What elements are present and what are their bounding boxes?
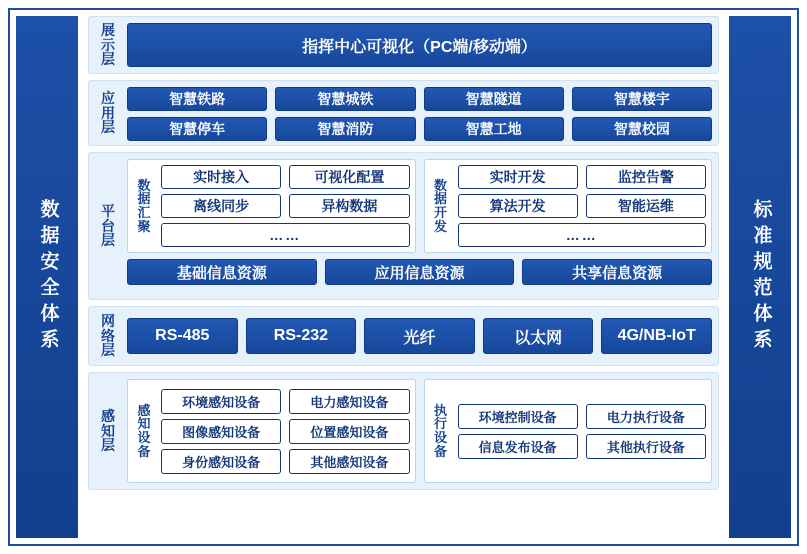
platform-layer-body bbox=[127, 159, 712, 293]
sensing-devices-label: 感知设备 bbox=[137, 402, 151, 459]
sensing-devices-row-3 bbox=[161, 449, 410, 474]
network-item[interactable]: 4G/NB-IoT bbox=[601, 318, 712, 354]
data-aggregation-grid bbox=[161, 165, 410, 247]
actuator-device-item[interactable]: 信息发布设备 bbox=[458, 434, 578, 459]
data-development-grid bbox=[458, 165, 707, 247]
data-aggregation-row-2 bbox=[161, 194, 410, 218]
diagram-frame bbox=[8, 8, 799, 546]
data-development-item[interactable]: 智能运维 bbox=[586, 194, 706, 218]
data-development-item[interactable]: 监控告警 bbox=[586, 165, 706, 189]
app-item[interactable]: 智慧城铁 bbox=[275, 87, 415, 111]
data-development-row-3 bbox=[458, 223, 707, 247]
actuator-devices-row-1 bbox=[458, 404, 707, 429]
sensing-devices-panel bbox=[127, 379, 416, 483]
application-layer-body bbox=[127, 87, 712, 139]
app-item[interactable]: 智慧楼宇 bbox=[572, 87, 712, 111]
layer-stack bbox=[84, 10, 723, 544]
left-vertical-bar-label: 数据安全体系 bbox=[37, 199, 59, 355]
network-layer-body bbox=[127, 313, 712, 359]
actuator-device-item[interactable]: 环境控制设备 bbox=[458, 404, 578, 429]
actuator-devices-grid bbox=[458, 385, 707, 477]
sensing-devices-row-1 bbox=[161, 389, 410, 414]
actuator-devices-row-2 bbox=[458, 434, 707, 459]
application-layer-label: 应用层 bbox=[101, 89, 115, 136]
data-development-row-2 bbox=[458, 194, 707, 218]
data-aggregation-row-1 bbox=[161, 165, 410, 189]
data-aggregation-label: 数据汇聚 bbox=[137, 177, 151, 234]
sensing-devices-grid bbox=[161, 385, 410, 477]
data-development-panel bbox=[424, 159, 713, 253]
network-layer-label: 网络层 bbox=[101, 312, 115, 359]
application-row-2 bbox=[127, 117, 712, 141]
sensing-device-item[interactable]: 图像感知设备 bbox=[161, 419, 281, 444]
actuator-devices-panel bbox=[424, 379, 713, 483]
sensing-device-item[interactable]: 位置感知设备 bbox=[289, 419, 409, 444]
network-item[interactable]: RS-485 bbox=[127, 318, 238, 354]
network-item[interactable]: RS-232 bbox=[246, 318, 357, 354]
right-vertical-bar-label: 标准规范体系 bbox=[750, 199, 772, 355]
actuator-device-item[interactable]: 电力执行设备 bbox=[586, 404, 706, 429]
data-aggregation-row-3 bbox=[161, 223, 410, 247]
actuator-device-item[interactable]: 其他执行设备 bbox=[586, 434, 706, 459]
data-aggregation-item[interactable]: 可视化配置 bbox=[289, 165, 409, 189]
display-layer-label: 展示层 bbox=[101, 21, 115, 68]
resource-item[interactable]: 基础信息资源 bbox=[127, 259, 317, 285]
display-layer bbox=[88, 16, 719, 74]
network-row bbox=[127, 313, 712, 359]
data-aggregation-item[interactable]: 实时接入 bbox=[161, 165, 281, 189]
network-item[interactable]: 以太网 bbox=[483, 318, 594, 354]
platform-layer bbox=[88, 152, 719, 300]
command-center-visualization-box[interactable]: 指挥中心可视化（PC端/移动端） bbox=[127, 23, 712, 67]
right-vertical-bar bbox=[729, 16, 791, 538]
app-item[interactable]: 智慧校园 bbox=[572, 117, 712, 141]
data-aggregation-more[interactable]: …… bbox=[161, 223, 410, 247]
network-layer bbox=[88, 306, 719, 366]
platform-columns bbox=[127, 159, 712, 253]
network-item[interactable]: 光纤 bbox=[364, 318, 475, 354]
app-item[interactable]: 智慧消防 bbox=[275, 117, 415, 141]
sensing-device-item[interactable]: 环境感知设备 bbox=[161, 389, 281, 414]
sensing-columns bbox=[127, 379, 712, 483]
display-layer-body bbox=[127, 23, 712, 67]
app-item[interactable]: 智慧铁路 bbox=[127, 87, 267, 111]
application-layer bbox=[88, 80, 719, 146]
sensing-device-item[interactable]: 身份感知设备 bbox=[161, 449, 281, 474]
data-aggregation-item[interactable]: 离线同步 bbox=[161, 194, 281, 218]
application-row-1 bbox=[127, 87, 712, 111]
platform-layer-label: 平台层 bbox=[101, 202, 115, 249]
sensing-device-item[interactable]: 其他感知设备 bbox=[289, 449, 409, 474]
data-development-label: 数据开发 bbox=[433, 177, 447, 234]
app-item[interactable]: 智慧工地 bbox=[424, 117, 564, 141]
data-development-item[interactable]: 算法开发 bbox=[458, 194, 578, 218]
resource-item[interactable]: 共享信息资源 bbox=[522, 259, 712, 285]
resource-item[interactable]: 应用信息资源 bbox=[325, 259, 515, 285]
actuator-devices-label: 执行设备 bbox=[433, 402, 447, 459]
left-vertical-bar bbox=[16, 16, 78, 538]
data-aggregation-panel bbox=[127, 159, 416, 253]
sensing-layer-label: 感知层 bbox=[101, 407, 115, 454]
information-resource-row bbox=[127, 259, 712, 285]
data-development-row-1 bbox=[458, 165, 707, 189]
sensing-device-item[interactable]: 电力感知设备 bbox=[289, 389, 409, 414]
sensing-layer-body bbox=[127, 379, 712, 483]
app-item[interactable]: 智慧停车 bbox=[127, 117, 267, 141]
app-item[interactable]: 智慧隧道 bbox=[424, 87, 564, 111]
data-development-item[interactable]: 实时开发 bbox=[458, 165, 578, 189]
data-aggregation-item[interactable]: 异构数据 bbox=[289, 194, 409, 218]
sensing-layer bbox=[88, 372, 719, 490]
data-development-more[interactable]: …… bbox=[458, 223, 707, 247]
sensing-devices-row-2 bbox=[161, 419, 410, 444]
